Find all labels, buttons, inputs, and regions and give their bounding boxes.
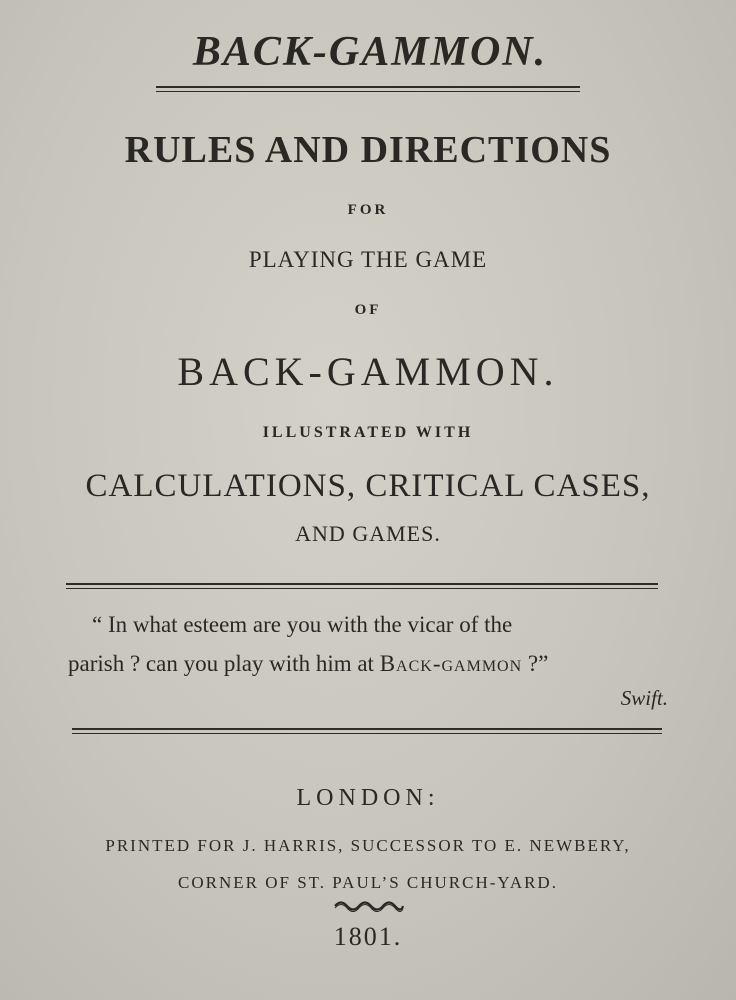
imprint-printer-line-1: PRINTED FOR J. HARRIS, SUCCESSOR TO E. NEWBERY, [105, 836, 631, 855]
wavy-ornament-icon [333, 898, 405, 914]
lower-double-rule [72, 728, 662, 734]
title-line-calculations: CALCULATIONS, CRITICAL CASES, [85, 468, 651, 504]
imprint-printer-line-2: CORNER OF ST. PAUL’S CHURCH-YARD. [178, 873, 558, 892]
title-line-playing-the-game: PLAYING THE GAME [248, 247, 488, 272]
epigraph-line-2-close: ?” [522, 651, 549, 676]
epigraph-line-1: “ In what esteem are you with the vicar of the [92, 612, 513, 637]
title-line-rules-and-directions: RULES AND DIRECTIONS [124, 129, 612, 171]
epigraph-line-2-text: parish ? can you play with him at [68, 651, 380, 676]
epigraph-smallcaps-backgammon: Back-gammon [379, 651, 523, 676]
middle-double-rule [66, 583, 658, 589]
title-connector-for: FOR [347, 202, 389, 218]
running-title: BACK-GAMMON. [192, 29, 548, 75]
title-connector-of: OF [354, 302, 382, 318]
imprint-year: 1801. [333, 922, 403, 951]
title-line-back-gammon: BACK-GAMMON. [177, 349, 559, 394]
epigraph-line-2 [68, 651, 548, 677]
top-double-rule [156, 86, 580, 92]
title-line-and-games: AND GAMES. [295, 521, 441, 546]
epigraph-attribution: Swift. [620, 686, 668, 710]
imprint-city: LONDON: [296, 785, 440, 811]
title-line-illustrated-with: ILLUSTRATED WITH [262, 424, 474, 441]
